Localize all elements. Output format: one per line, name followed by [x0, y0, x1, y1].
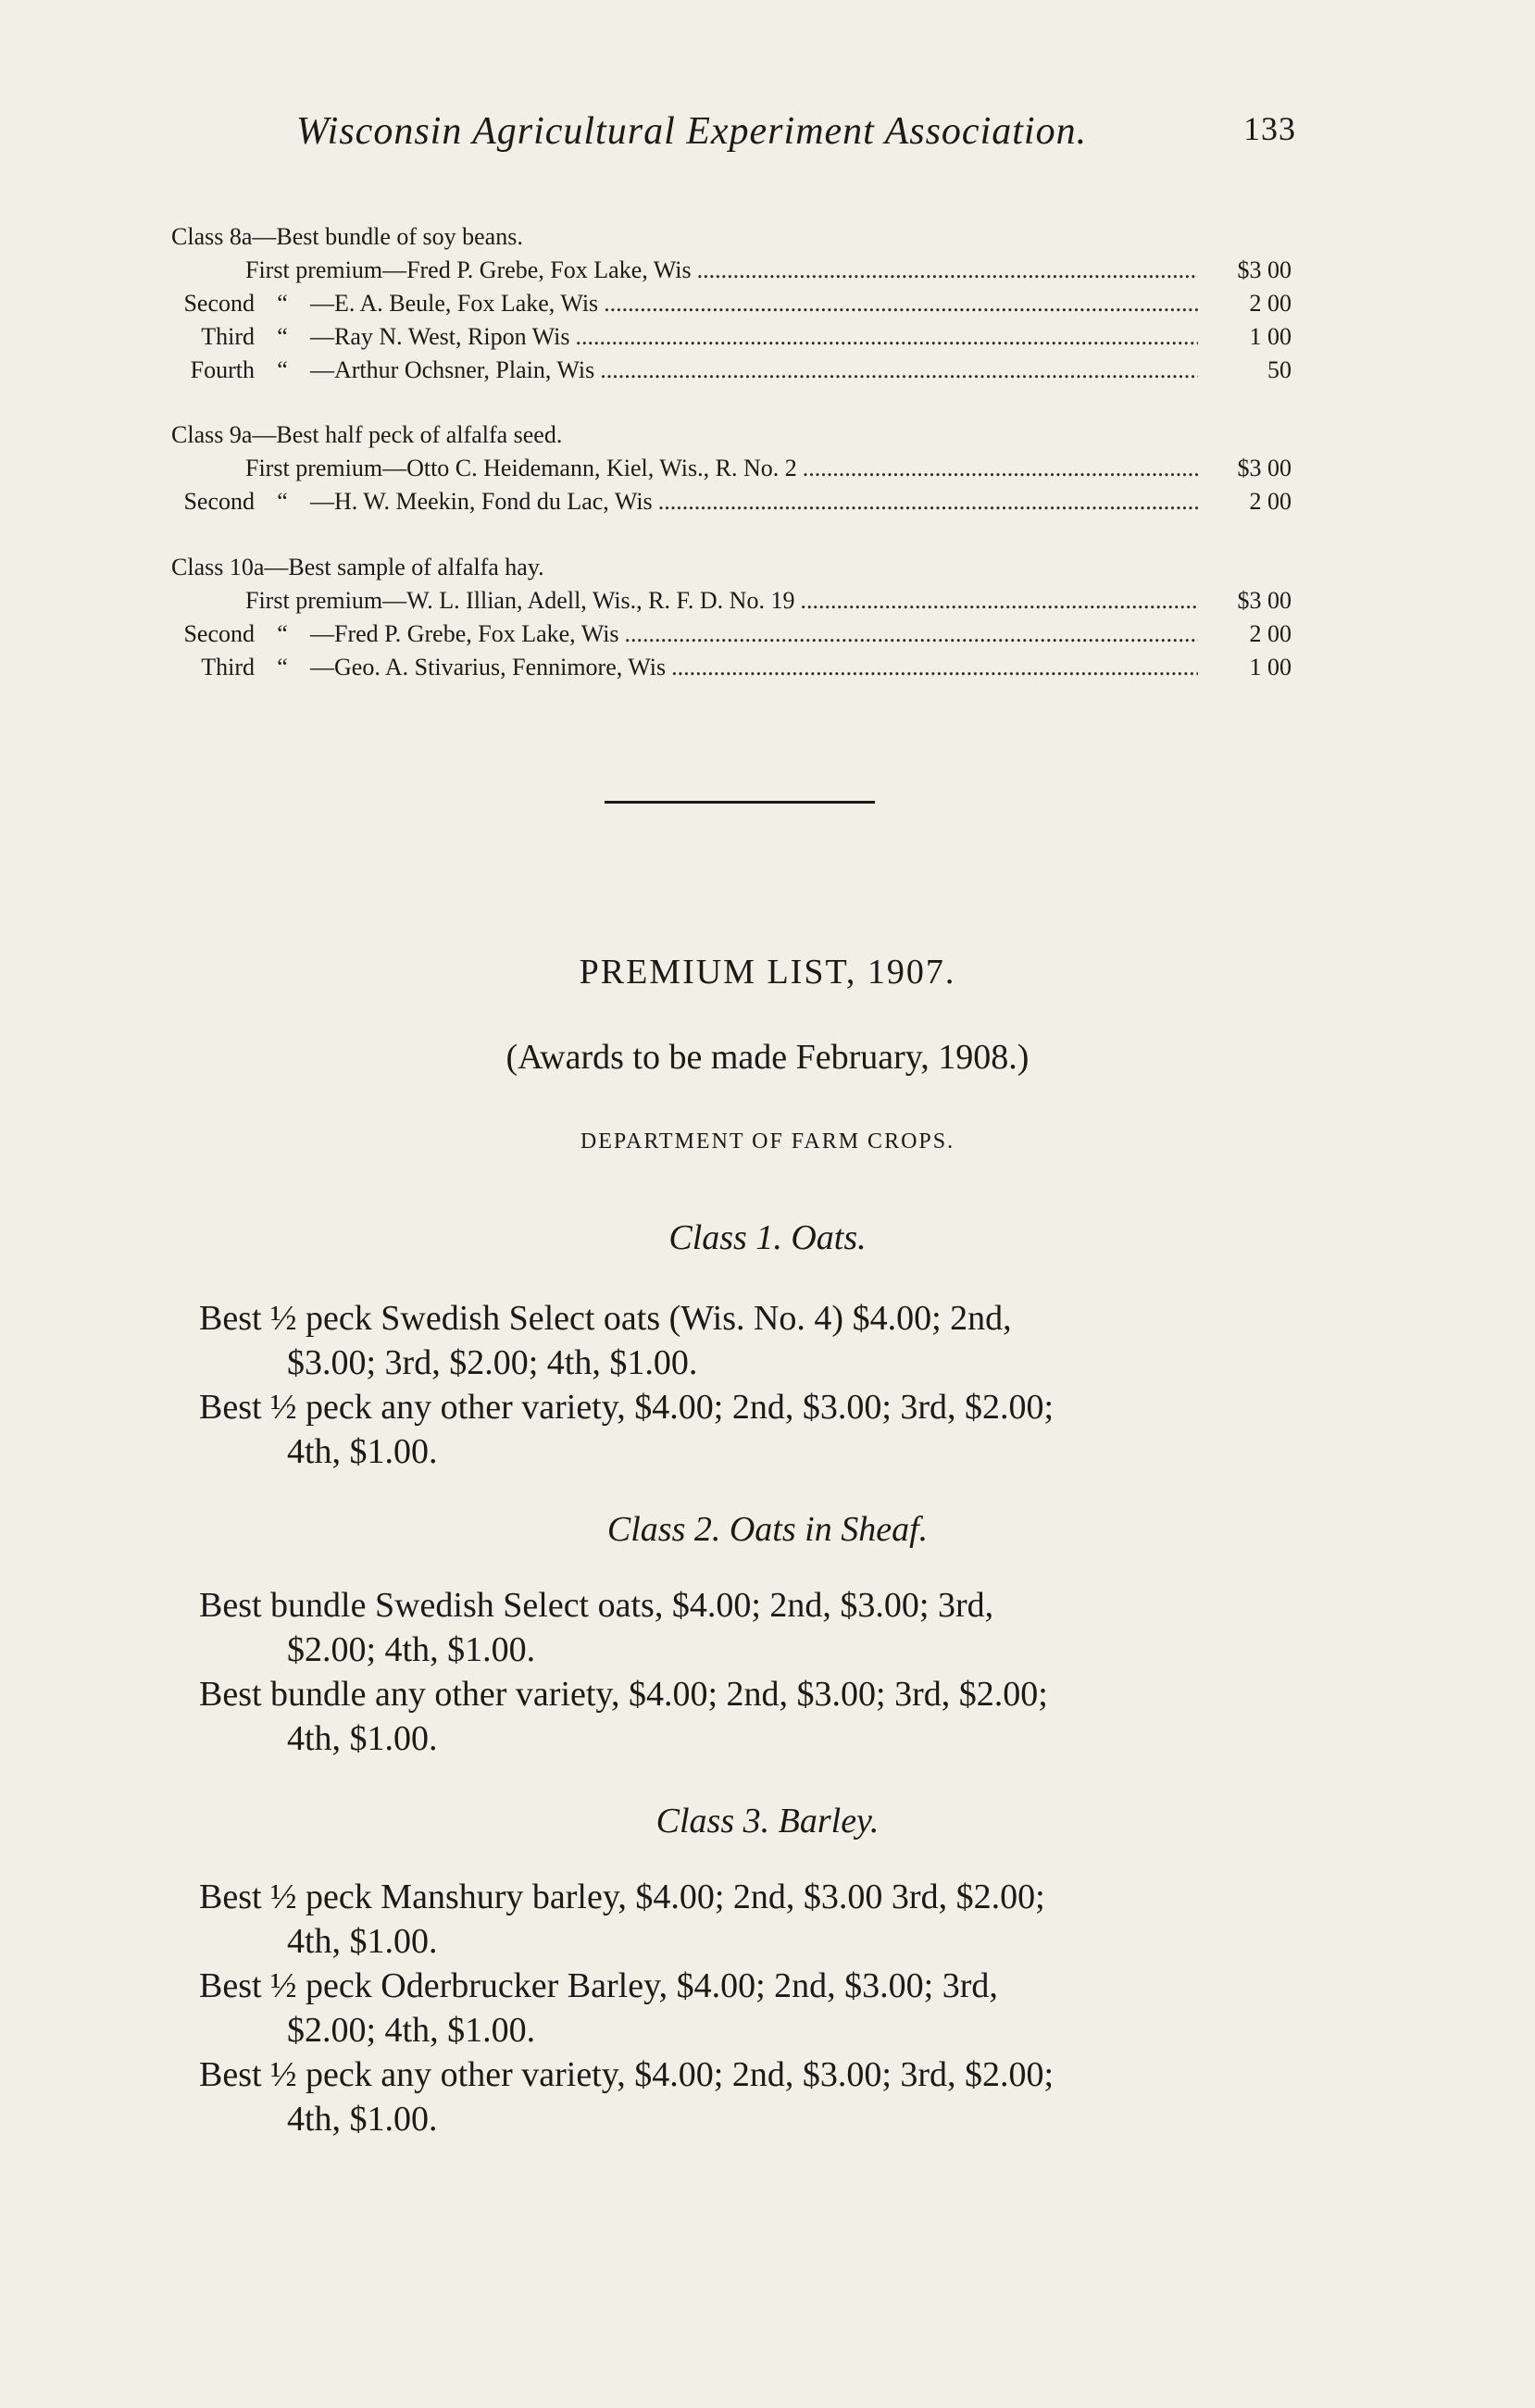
section-divider — [605, 801, 875, 804]
results-class-9a — [171, 418, 1292, 518]
leader-dots — [625, 618, 1198, 651]
result-entry — [171, 452, 1292, 485]
entry-amount: 50 — [1267, 356, 1292, 383]
item-line: 4th, $1.00. — [287, 2100, 438, 2139]
item-line: Best bundle Swedish Select oats, $4.00; 2nd, $3.00; 3rd, — [199, 1586, 994, 1625]
class-heading: Class 9a—Best half peck of alfalfa seed. — [171, 421, 563, 448]
result-entry — [171, 254, 1292, 287]
running-header — [296, 109, 1296, 154]
entry-name: —E. A. Beule, Fox Lake, Wis — [310, 290, 599, 317]
entry-amount: 1 00 — [1249, 323, 1292, 350]
entry-place: Second — [183, 620, 255, 647]
entry-amount: 2 00 — [1249, 620, 1292, 647]
class-2-heading: Class 2. Oats in Sheaf. — [606, 1510, 929, 1549]
entry-mark: “ — [277, 654, 288, 680]
entry-place: First — [245, 256, 290, 283]
entry-place: Fourth — [190, 356, 255, 383]
entry-name: —Fred P. Grebe, Fox Lake, Wis — [310, 620, 619, 647]
item-line: $2.00; 4th, $1.00. — [287, 1630, 536, 1669]
leader-dots — [697, 254, 1198, 287]
class-1-heading: Class 1. Oats. — [668, 1218, 867, 1257]
item-line: Best ½ peck any other variety, $4.00; 2nd, $3.00; 3rd, $2.00; — [199, 1388, 1055, 1427]
leader-dots — [604, 287, 1198, 320]
result-entry — [171, 618, 1292, 651]
item-line: Best ½ peck Swedish Select oats (Wis. No. 4) $4.00; 2nd, — [199, 1299, 1012, 1338]
leader-dots — [803, 452, 1198, 485]
entry-place: Second — [183, 488, 255, 515]
entry-place: Second — [183, 290, 255, 317]
entry-amount: $3 00 — [1237, 587, 1292, 614]
entry-amount: 1 00 — [1249, 654, 1292, 680]
entry-amount: $3 00 — [1237, 256, 1292, 283]
item-line: Best ½ peck any other variety, $4.00; 2nd, $3.00; 3rd, $2.00; — [199, 2055, 1055, 2094]
entry-name: —Fred P. Grebe, Fox Lake, Wis — [382, 256, 692, 283]
results-class-10a — [171, 551, 1292, 684]
entry-place: First — [245, 587, 290, 614]
page-number: 133 — [1243, 110, 1296, 147]
entry-amount: 2 00 — [1249, 488, 1292, 515]
leader-dots — [600, 354, 1198, 387]
item-line: Best ½ peck Manshury barley, $4.00; 2nd, $3.00 3rd, $2.00; — [199, 1878, 1045, 1916]
item-line: $3.00; 3rd, $2.00; 4th, $1.00. — [287, 1343, 698, 1382]
entry-amount: $3 00 — [1237, 455, 1292, 481]
result-entry — [171, 485, 1292, 518]
item-line: $2.00; 4th, $1.00. — [287, 2011, 536, 2050]
item-line: 4th, $1.00. — [287, 1719, 438, 1758]
result-entry — [171, 320, 1292, 354]
entry-name: —W. L. Illian, Adell, Wis., R. F. D. No. 19 — [382, 587, 795, 614]
result-entry — [171, 354, 1292, 387]
entry-mark: “ — [277, 620, 288, 647]
result-entry — [171, 584, 1292, 618]
leader-dots — [658, 485, 1198, 518]
class-heading: Class 10a—Best sample of alfalfa hay. — [171, 554, 544, 580]
entry-mark: premium — [295, 256, 383, 283]
entry-place: First — [245, 455, 290, 481]
entry-place: Third — [201, 654, 255, 680]
premium-item — [199, 2052, 1319, 2141]
class-heading: Class 8a—Best bundle of soy beans. — [171, 223, 523, 250]
entry-mark: “ — [277, 356, 288, 383]
premium-list-title: PREMIUM LIST, 1907. — [579, 953, 956, 992]
department-heading: DEPARTMENT OF FARM CROPS. — [580, 1129, 955, 1154]
entry-mark: “ — [277, 290, 288, 317]
premium-item — [199, 1875, 1319, 1964]
running-title: Wisconsin Agricultural Experiment Association. — [296, 110, 1088, 153]
result-entry — [171, 651, 1292, 684]
entry-mark: premium — [295, 587, 383, 614]
entry-mark: “ — [277, 488, 288, 515]
entry-name: —Arthur Ochsner, Plain, Wis — [310, 356, 595, 383]
premium-item — [199, 1385, 1319, 1474]
entry-name: —H. W. Meekin, Fond du Lac, Wis — [310, 488, 653, 515]
premium-item — [199, 1964, 1319, 2052]
item-line: Best ½ peck Oderbrucker Barley, $4.00; 2nd, $3.00; 3rd, — [199, 1966, 998, 2005]
entry-amount: 2 00 — [1249, 290, 1292, 317]
premium-list-subtitle: (Awards to be made February, 1908.) — [505, 1038, 1030, 1077]
entry-mark: premium — [295, 455, 383, 481]
item-line: 4th, $1.00. — [287, 1922, 438, 1961]
premium-item — [199, 1672, 1319, 1761]
premium-item — [199, 1296, 1319, 1385]
premium-item — [199, 1583, 1319, 1672]
entry-name: —Geo. A. Stivarius, Fennimore, Wis — [310, 654, 667, 680]
entry-place: Third — [201, 323, 255, 350]
results-class-8a — [171, 220, 1292, 387]
item-line: 4th, $1.00. — [287, 1432, 438, 1471]
leader-dots — [575, 320, 1198, 354]
entry-name: —Otto C. Heidemann, Kiel, Wis., R. No. 2 — [382, 455, 797, 481]
result-entry — [171, 287, 1292, 320]
leader-dots — [800, 584, 1198, 618]
class-3-heading: Class 3. Barley. — [655, 1802, 880, 1840]
leader-dots — [671, 651, 1198, 684]
entry-name: —Ray N. West, Ripon Wis — [310, 323, 570, 350]
entry-mark: “ — [277, 323, 288, 350]
item-line: Best bundle any other variety, $4.00; 2nd, $3.00; 3rd, $2.00; — [199, 1675, 1048, 1714]
